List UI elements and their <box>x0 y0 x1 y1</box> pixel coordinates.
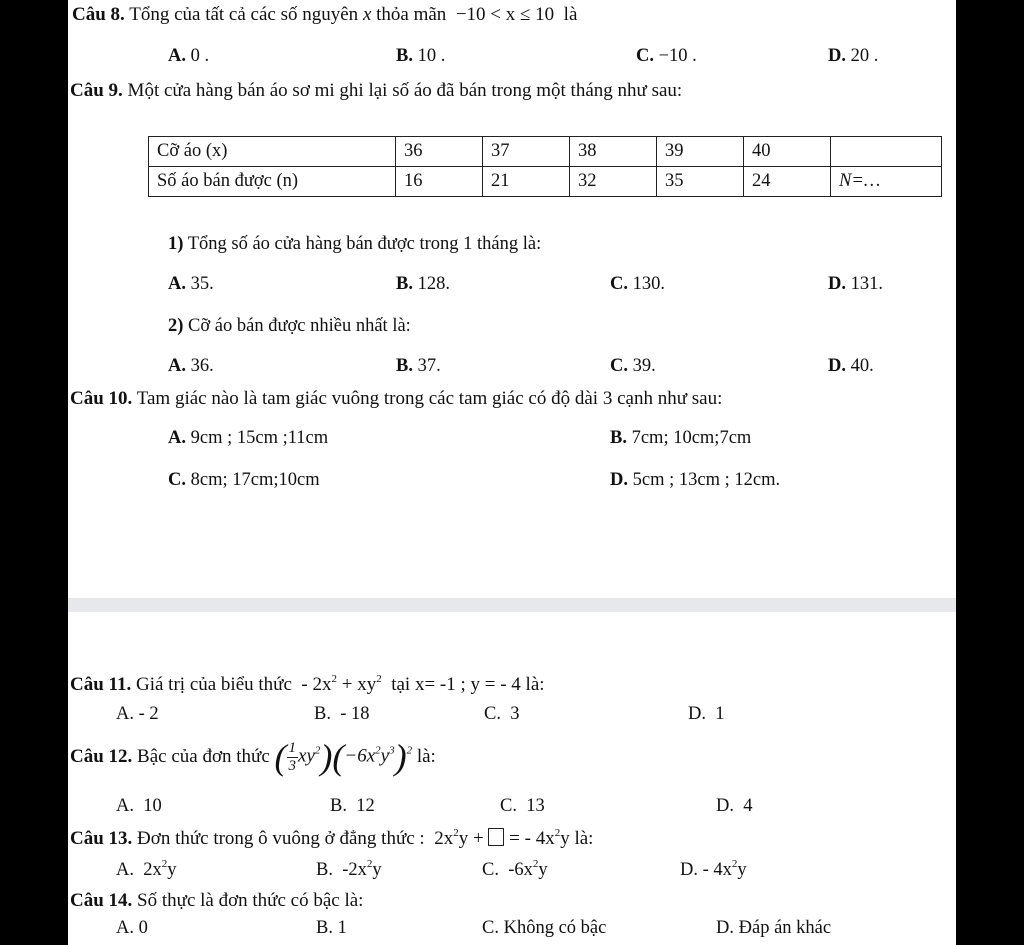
q10-option-a[interactable]: A. 9cm ; 15cm ;11cm <box>168 428 329 448</box>
question-11-text-post: tại x= -1 ; y = - 4 là: <box>391 674 545 695</box>
q9-sub2: 2) Cỡ áo bán được nhiều nhất là: <box>168 316 411 336</box>
table-row <box>149 167 942 197</box>
question-10-label: Câu 10. <box>70 388 133 409</box>
q11-option-d[interactable]: D. 1 <box>688 704 725 724</box>
table-cell: 21 <box>483 167 570 197</box>
question-9-text: Một cửa hàng bán áo sơ mi ghi lại số áo đã bán trong một tháng như sau: <box>127 80 683 101</box>
document-page <box>68 0 956 945</box>
question-9-label: Câu 9. <box>70 80 123 101</box>
q12-option-a[interactable]: A. 10 <box>116 796 162 816</box>
q8-option-a[interactable]: A. 0 . <box>168 46 210 66</box>
q10-option-d[interactable]: D. 5cm ; 13cm ; 12cm. <box>610 470 781 490</box>
q8-option-b[interactable]: B. 10 . <box>396 46 446 66</box>
question-8-label: Câu 8. <box>72 4 125 25</box>
question-8-condition: −10 < x ≤ 10 <box>455 4 555 25</box>
q11-option-b[interactable]: B. - 18 <box>314 704 370 724</box>
answer-box-icon <box>488 828 504 846</box>
table-cell: 37 <box>483 137 570 167</box>
q12-option-c[interactable]: C. 13 <box>500 796 545 816</box>
table-header-count: Số áo bán được (n) <box>149 167 396 197</box>
question-14-label: Câu 14. <box>70 890 133 911</box>
question-12 <box>70 734 436 780</box>
question-11-label: Câu 11. <box>70 674 132 695</box>
table-cell: 40 <box>744 137 831 167</box>
shirt-size-table <box>148 136 942 197</box>
question-13-label: Câu 13. <box>70 828 133 849</box>
q8-option-d[interactable]: D. 20 . <box>828 46 879 66</box>
table-cell: 24 <box>744 167 831 197</box>
question-13-text: Đơn thức trong ô vuông ở đẳng thức : <box>137 828 425 849</box>
q14-option-c[interactable]: C. Không có bậc <box>482 918 607 938</box>
table-cell-empty <box>831 137 942 167</box>
table-cell: 35 <box>657 167 744 197</box>
q9-sub2-option-a[interactable]: A. 36. <box>168 356 214 376</box>
q14-option-b[interactable]: B. 1 <box>316 918 347 938</box>
table-cell: 39 <box>657 137 744 167</box>
table-header-size: Cỡ áo (x) <box>149 137 396 167</box>
q10-option-c[interactable]: C. 8cm; 17cm;10cm <box>168 470 320 490</box>
table-row <box>149 137 942 167</box>
q13-option-c[interactable]: C. $-6x^2y$ <box>482 858 548 880</box>
q13-option-a[interactable]: A. $2x^2y$ <box>116 858 177 880</box>
question-10-text: Tam giác nào là tam giác vuông trong các tam giác có độ dài 3 cạnh như sau: <box>136 388 723 409</box>
q9-sub2-option-d[interactable]: D. 40. <box>828 356 874 376</box>
q12-option-b[interactable]: B. 12 <box>330 796 375 816</box>
question-8-text-mid: thỏa mãn <box>376 4 447 25</box>
question-11-text: Giá trị của biểu thức <box>136 674 292 695</box>
question-8-text-post: là <box>563 4 578 25</box>
question-12-expression: ( $\frac{1}{3}$ $xy^2)(-6x^2y^3)^2$ <box>274 737 413 777</box>
q14-option-a[interactable]: A. 0 <box>116 918 148 938</box>
question-12-label: Câu 12. <box>70 746 133 767</box>
question-11 <box>70 674 545 696</box>
question-10 <box>70 388 722 410</box>
q9-sub1: 1) Tổng số áo cửa hàng bán được trong 1 tháng là: <box>168 234 542 254</box>
question-11-expression: - $2x^2 + xy^2$ <box>301 673 382 695</box>
question-9 <box>70 80 682 102</box>
table-cell: 36 <box>396 137 483 167</box>
q11-option-a[interactable]: A. - 2 <box>116 704 159 724</box>
question-13-text-post: là: <box>574 828 594 849</box>
q12-option-d[interactable]: D. 4 <box>716 796 753 816</box>
q11-option-c[interactable]: C. 3 <box>484 704 520 724</box>
q9-sub1-option-c[interactable]: C. 130. <box>610 274 665 294</box>
q13-option-d[interactable]: D. - $4x^2y$ <box>680 858 747 880</box>
table-cell: 38 <box>570 137 657 167</box>
q9-sub1-option-d[interactable]: D. 131. <box>828 274 883 294</box>
page-separator <box>68 598 956 612</box>
question-13 <box>70 828 593 850</box>
question-14-text: Số thực là đơn thức có bậc là: <box>137 890 364 911</box>
q9-sub2-option-b[interactable]: B. 37. <box>396 356 441 376</box>
q13-option-b[interactable]: B. $-2x^2y$ <box>316 858 382 880</box>
question-12-text: Bậc của đơn thức <box>137 746 270 767</box>
table-total-cell: N=… <box>831 167 942 197</box>
table-cell: 16 <box>396 167 483 197</box>
q10-option-b[interactable]: B. 7cm; 10cm;7cm <box>610 428 752 448</box>
q9-sub2-option-c[interactable]: C. 39. <box>610 356 656 376</box>
q8-option-c[interactable]: C. −10 . <box>636 46 697 66</box>
question-8-var: x <box>362 4 372 25</box>
q9-sub1-option-a[interactable]: A. 35. <box>168 274 214 294</box>
question-12-text-post: là: <box>416 746 436 767</box>
question-14 <box>70 890 363 912</box>
q14-option-d[interactable]: D. Đáp án khác <box>716 918 832 938</box>
question-13-equation: $2x^2y$ + = - $4x^2y$ <box>434 827 570 849</box>
q9-sub1-option-b[interactable]: B. 128. <box>396 274 450 294</box>
question-8-text: Tổng của tất cả các số nguyên <box>129 4 359 25</box>
table-cell: 32 <box>570 167 657 197</box>
question-8 <box>72 4 577 26</box>
